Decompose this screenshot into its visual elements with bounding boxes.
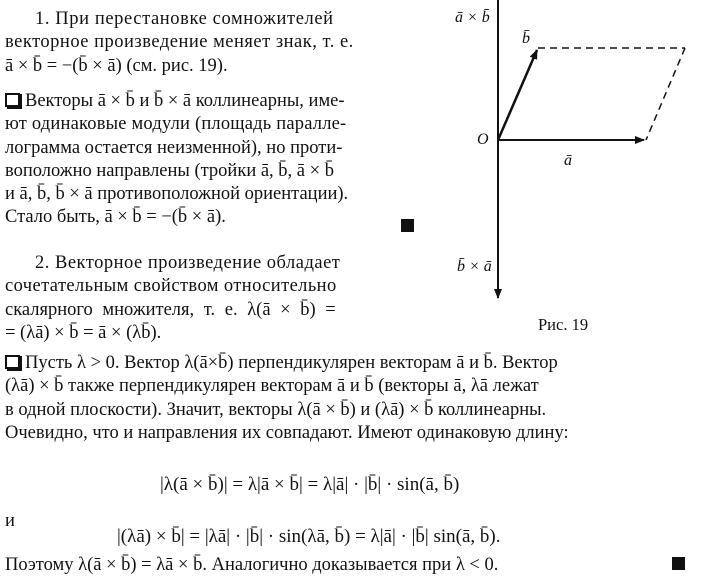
proof-1-line	[5, 90, 415, 113]
formula-1: |λ(ā × b̄)| = λ|ā × b̄| = λ|ā| · |b̄| · sin(ā, b̄)	[160, 474, 460, 495]
paragraph-2-line: 2. Векторное произведение обладает	[35, 253, 341, 273]
proof-end-icon	[672, 557, 685, 570]
label-a: ā	[564, 152, 572, 169]
proof-1-line: Стало быть, ā × b̄ = −(b̄ × ā).	[5, 207, 226, 228]
label-origin: O	[477, 131, 489, 148]
paragraph-1-line: ā × b̄ = −(b̄ × ā) (см. рис. 19).	[5, 55, 228, 76]
paragraph-2	[5, 252, 415, 345]
paragraph-2-line: скалярного множителя, т. е. λ(ā × b̄) =	[5, 299, 336, 320]
proof-1-line: воположно направлены (тройки ā, b̄, ā × b̄	[5, 160, 334, 181]
proof-1-line: ют одинаковые модули (площадь паралле-	[5, 114, 347, 135]
connector-word: и	[5, 511, 15, 531]
vector-b	[498, 50, 537, 140]
label-b: b̄	[522, 30, 530, 47]
paragraph-1-line: векторное произведение меняет знак, т. е.	[5, 32, 354, 53]
label-b-cross-a: b̄ × ā	[457, 258, 492, 275]
proof-end-icon	[401, 219, 414, 232]
label-a-cross-b: ā × b̄	[455, 9, 490, 26]
proof-2-line	[5, 352, 569, 375]
proof-start-icon	[5, 355, 20, 369]
proof-1	[5, 90, 415, 230]
figure-caption: Рис. 19	[538, 315, 589, 334]
figure-19	[440, 0, 701, 340]
proof-1-line: и ā, b̄, b̄ × ā противоположной ориентации).	[5, 184, 349, 205]
conclusion: Поэтому λ(ā × b̄) = λā × b̄. Аналогично доказывается при λ < 0.	[5, 555, 499, 575]
proof-start-icon	[5, 93, 20, 107]
proof-1-text: Векторы ā × b̄ и b̄ × ā коллинеарны, име-	[25, 91, 345, 111]
proof-2-line: (λā) × b̄ также перпендикулярен векторам ā и b̄ (векторы ā, λā лежат	[5, 376, 539, 397]
proof-2-text: Пусть λ > 0. Вектор λ(ā×b̄) перпендикулярен векторам ā и b̄. Вектор	[25, 353, 558, 373]
paragraph-2-line: сочетательным свойством относительно	[5, 276, 337, 297]
paragraph-1	[5, 8, 415, 78]
parallelogram-right-edge	[646, 48, 685, 140]
proof-2-line: Очевидно, что и направления их совпадают. Имеют одинаковую длину:	[5, 422, 569, 443]
formula-2: |(λā) × b̄| = |λā| · |b̄| · sin(λā, b̄) = λ|ā| · |b̄| sin(ā, b̄).	[117, 526, 501, 547]
paragraph-2-line: = (λā) × b̄ = ā × (λb̄).	[5, 322, 162, 343]
proof-1-line: лограмма остается неизменной), но проти-	[5, 137, 343, 158]
paragraph-1-line: 1. При перестановке сомножителей	[35, 9, 334, 29]
proof-2	[5, 352, 569, 445]
proof-2-line: в одной плоскости). Значит, векторы λ(ā × b̄) и (λā) × b̄ коллинеарны.	[5, 399, 547, 420]
